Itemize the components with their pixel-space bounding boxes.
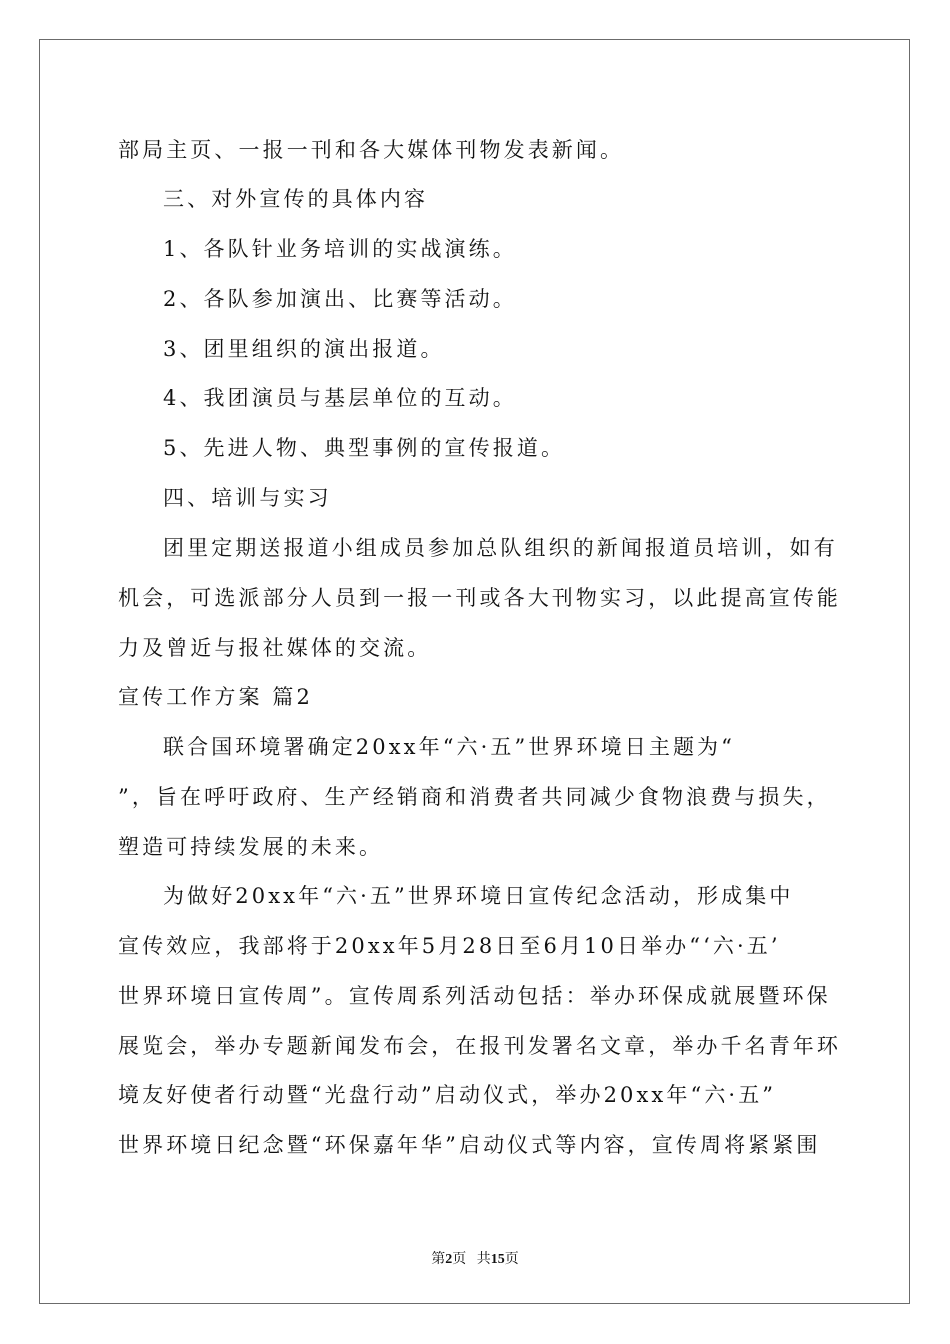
page-border [39,39,910,1304]
section-heading: 三、对外宣传的具体内容 [163,187,429,211]
list-item: 5、先进人物、典型事例的宣传报道。 [163,436,566,460]
body-line: 宣传效应，我部将于20xx年5月28日至6月10日举办“‘六·五’ [118,934,781,958]
body-line: 为做好20xx年“六·五”世界环境日宣传纪念活动，形成集中 [163,884,794,908]
section-heading: 四、培训与实习 [163,486,332,510]
body-line: 团里定期送报道小组成员参加总队组织的新闻报道员培训，如有 [163,536,838,560]
body-line: 境友好使者行动暨“光盘行动”启动仪式，举办20xx年“六·五” [118,1083,777,1107]
body-line: 塑造可持续发展的未来。 [118,835,384,859]
body-line: 联合国环境署确定20xx年“六·五”世界环境日主题为“ [163,735,735,759]
list-item: 3、团里组织的演出报道。 [163,337,445,361]
body-line: 世界环境日纪念暨“环保嘉年华”启动仪式等内容，宣传周将紧紧围 [118,1133,821,1157]
footer-suffix: 页 [504,1252,519,1267]
list-item: 2、各队参加演出、比赛等活动。 [163,287,517,311]
body-line: ”，旨在呼吁政府、生产经销商和消费者共同减少食物浪费与损失， [118,785,831,809]
article-title: 宣传工作方案 篇2 [118,685,313,709]
body-line: 力及曾近与报社媒体的交流。 [118,636,432,660]
footer-prefix: 第 [431,1252,446,1267]
list-item: 4、我团演员与基层单位的互动。 [163,386,517,410]
body-line: 部局主页、一报一刊和各大媒体刊物发表新闻。 [118,138,625,162]
footer-mid: 页 共 [452,1252,491,1267]
page-footer [0,1248,950,1268]
list-item: 1、各队针业务培训的实战演练。 [163,237,517,261]
total-page-number: 15 [490,1252,505,1267]
body-line: 世界环境日宣传周”。宣传周系列活动包括：举办环保成就展暨环保 [118,984,831,1008]
body-line: 机会，可选派部分人员到一报一刊或各大刊物实习，以此提高宣传能 [118,586,841,610]
current-page-number: 2 [445,1252,453,1267]
body-line: 展览会，举办专题新闻发布会，在报刊发署名文章，举办千名青年环 [118,1034,841,1058]
